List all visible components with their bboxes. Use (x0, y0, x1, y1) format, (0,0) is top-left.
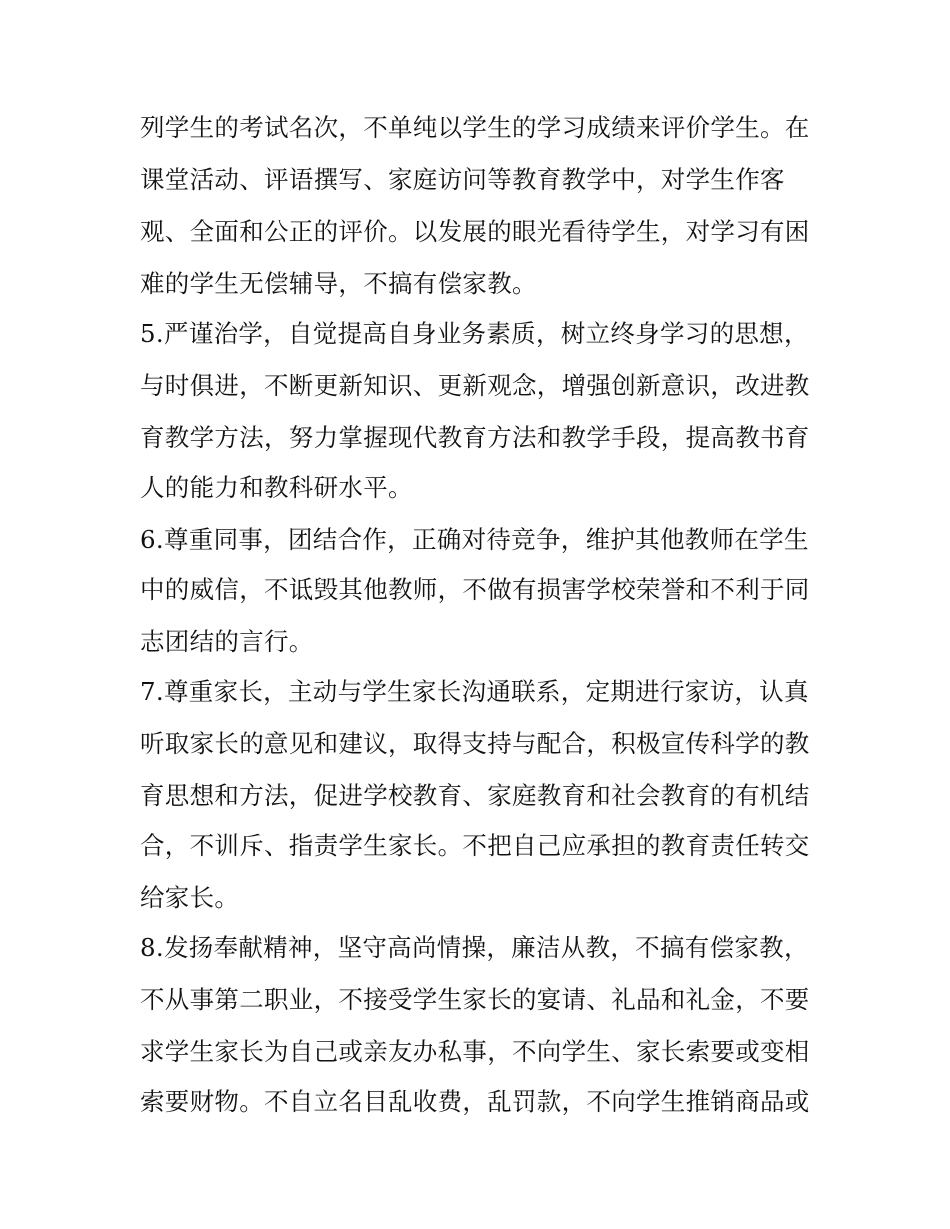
text-line: 课堂活动、评语撰写、家庭访问等教育教学中，对学生作客 (140, 165, 785, 194)
text-line: 听取家长的意见和建议，取得支持与配合，积极宣传科学的教 (140, 729, 810, 758)
item-6-line: 6.尊重同事，团结合作，正确对待竞争，维护其他教师在学生 (140, 525, 809, 554)
text-line: 索要财物。不自立名目乱收费，乱罚款，不向学生推销商品或 (140, 1087, 810, 1116)
text-line: 观、全面和公正的评价。以发展的眼光看待学生，对学习有困 (140, 217, 810, 246)
text-line: 与时俱进，不断更新知识、更新观念，增强创新意识，改进教 (140, 371, 810, 400)
text-line: 难的学生无偿辅导，不搞有偿家教。 (140, 269, 537, 298)
item-5-line: 5.严谨治学，自觉提高自身业务素质，树立终身学习的思想， (140, 319, 809, 348)
item-8-line: 8.发扬奉献精神，坚守高尚情操，廉洁从教，不搞有偿家教， (140, 933, 809, 962)
text-line: 育思想和方法，促进学校教育、家庭教育和社会教育的有机结 (140, 781, 810, 810)
text-line: 列学生的考试名次，不单纯以学生的学习成绩来评价学生。在 (140, 113, 810, 142)
item-7-line: 7.尊重家长，主动与学生家长沟通联系，定期进行家访，认真 (140, 677, 809, 706)
text-line: 不从事第二职业，不接受学生家长的宴请、礼品和礼金，不要 (140, 985, 810, 1014)
text-line: 育教学方法，努力掌握现代教育方法和教学手段，提高教书育 (140, 423, 810, 452)
text-line: 中的威信，不诋毁其他教师，不做有损害学校荣誉和不利于同 (140, 575, 810, 604)
text-line: 人的能力和教科研水平。 (140, 473, 413, 502)
text-line: 给家长。 (140, 883, 240, 912)
text-line: 求学生家长为自己或亲友办私事，不向学生、家长索要或变相 (140, 1037, 810, 1066)
text-line: 志团结的言行。 (140, 627, 314, 656)
text-line: 合，不训斥、指责学生家长。不把自己应承担的教育责任转交 (140, 831, 810, 860)
